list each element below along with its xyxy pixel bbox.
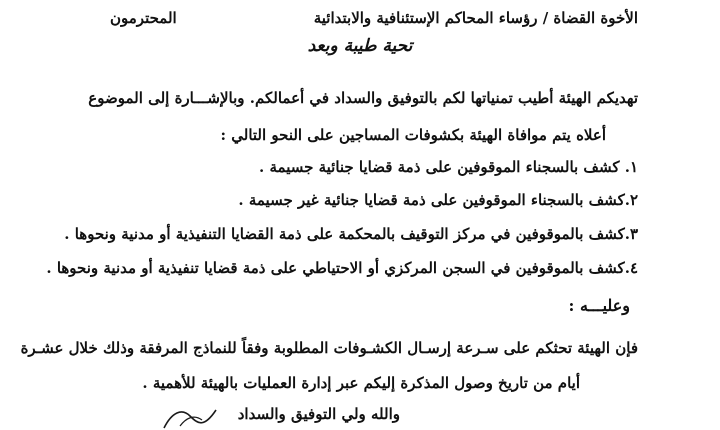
signature-mark xyxy=(160,402,220,430)
conclusion-line-2: أيام من تاريخ وصول المذكرة إليكم عبر إدارة العمليات بالهيئة للأهمية . xyxy=(142,374,580,392)
honorific-label: المحترمون xyxy=(110,9,177,27)
greeting-line: تحية طيبة وبعد xyxy=(307,36,413,56)
list-item: ٤.كشف بالموقوفين في السجن المركزي أو الاحتياطي على ذمة قضايا تنفيذية أو مدنية ونحوها . xyxy=(46,259,638,277)
list-item: ١. كشف بالسجناء الموقوفين على ذمة قضايا جنائية جسيمة . xyxy=(259,158,638,176)
intro-line-2: أعلاه يتم موافاة الهيئة بكشوفات المساجين على النحو التالي : xyxy=(220,126,606,144)
closing-line: والله ولي التوفيق والسداد xyxy=(237,405,400,423)
conclusion-line-1: فإن الهيئة تحثكم على سـرعة إرسـال الكشـوفات المطلوبة وفقاً للنماذج المرفقة وذلك خلال عشـرة xyxy=(20,339,638,357)
list-item: ٣.كشف بالموقوفين في مركز التوقيف بالمحكمة على ذمة القضايا التنفيذية أو مدنية ونحوها . xyxy=(64,225,638,243)
list-item: ٢.كشف بالسجناء الموقوفين على ذمة قضايا جنائية غير جسيمة . xyxy=(238,191,638,209)
addressee-line: الأخوة القضاة / رؤساء المحاكم الإستئنافية والابتدائية xyxy=(313,9,638,27)
conclusion-heading: وعليـــه : xyxy=(568,296,630,315)
intro-line-1: تهديكم الهيئة أطيب تمنياتها لكم بالتوفيق والسداد في أعمالكم. وبالإشـــارة إلى الموضوع xyxy=(88,89,638,107)
